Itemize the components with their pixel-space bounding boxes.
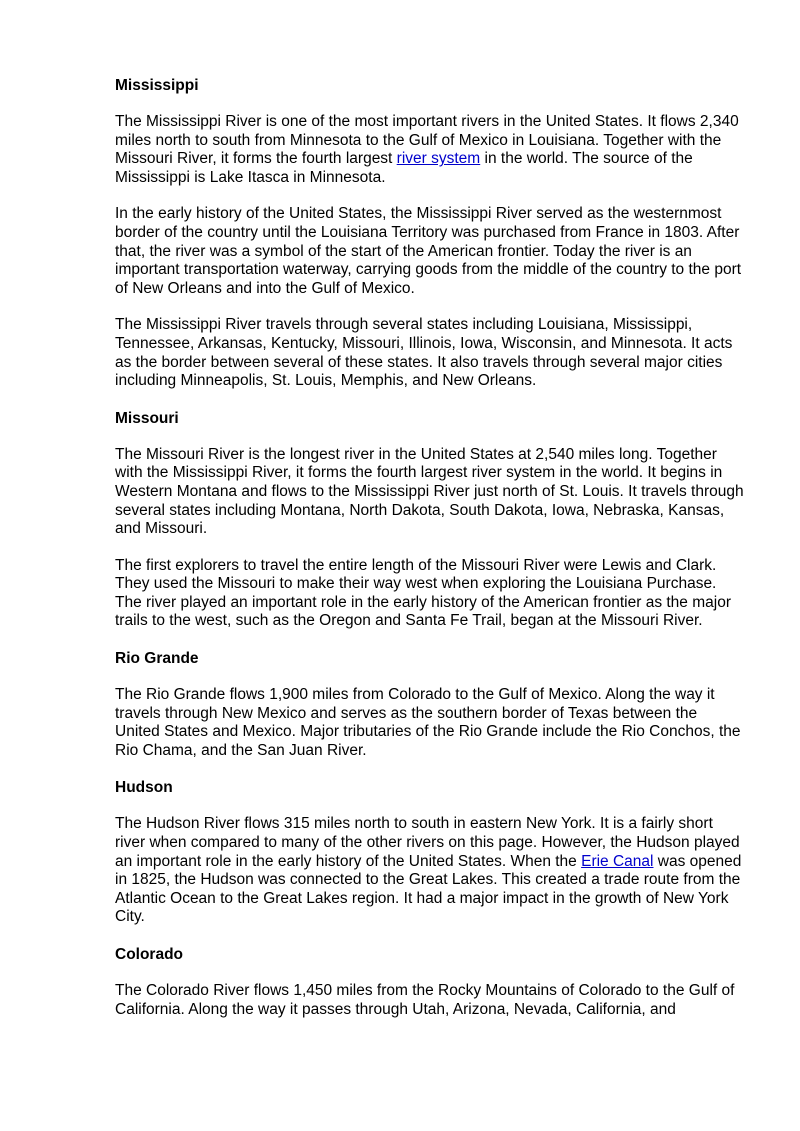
section-heading-mississippi: Mississippi [115, 77, 199, 94]
hudson-paragraph-1 [115, 815, 745, 927]
erie-canal-link[interactable]: Erie Canal [581, 852, 654, 870]
mississippi-paragraph-1 [115, 113, 745, 187]
mississippi-paragraph-1-text-end: in the world. The source of the Mississippi is Lake Itasca in Minnesota. [115, 150, 693, 186]
mississippi-paragraph-3: The Mississippi River travels through several states including Louisiana, Mississippi, Tennessee, Arkansas, Kentucky, Missouri, Illinois, Iowa, Wisconsin, and Minnesota. It acts as the border between several of these states. It also travels through several major cities including Minneapolis, St. Louis, Memphis, and New Orleans. [115, 316, 733, 390]
section-heading-missouri: Missouri [115, 409, 179, 427]
missouri-paragraph-2: The first explorers to travel the entire length of the Missouri River were Lewis and Clark. They used the Missouri to make their way west when exploring the Louisiana Purchase. The river played an important role in the early history of the American frontier as the major trails to the west, such as the Oregon and Santa Fe Trail, began at the Missouri River. [115, 556, 731, 630]
mississippi-paragraph-1-text-start: The Mississippi River is one of the most important rivers in the United States. It flows 2,340 miles north to south from Minnesota to the Gulf of Mexico in Louisiana. Together with the Missouri River, it forms the fourth largest [115, 113, 739, 168]
river-system-link[interactable]: river system [396, 150, 481, 168]
hudson-paragraph-1-text-end: was opened in 1825, the Hudson was connected to the Great Lakes. This created a trade route from the Atlantic Ocean to the Great Lakes region. It had a major impact in the growth of New York City. [115, 852, 742, 926]
section-heading-hudson: Hudson [115, 779, 173, 797]
colorado-paragraph-1: The Colorado River flows 1,450 miles from the Rocky Mountains of Colorado to the Gulf of California. Along the way it passes through Utah, Arizona, Nevada, California, and [115, 982, 735, 1018]
mississippi-paragraph-2: In the early history of the United States, the Mississippi River served as the westernmost border of the country until the Louisiana Territory was purchased from France in 1803. After that, the river was a symbol of the start of the American frontier. Today the river is an important transportation waterway, carrying goods from the middle of the country to the port of New Orleans and into the Gulf of Mexico. [115, 205, 742, 297]
missouri-paragraph-1: The Missouri River is the longest river in the United States at 2,540 miles long. Together with the Mississippi River, it forms the fourth largest river system in the world. It begins in Western Montana and flows to the Mississippi River just north of St. Louis. It travels through several states including Montana, North Dakota, South Dakota, Iowa, Nebraska, Kansas, and Missouri. [115, 445, 744, 538]
rio-grande-paragraph-1: The Rio Grande flows 1,900 miles from Colorado to the Gulf of Mexico. Along the way it travels through New Mexico and serves as the southern border of Texas between the United States and Mexico. Major tributaries of the Rio Grande include the Rio Conchos, the Rio Chama, and the San Juan River. [115, 686, 741, 759]
section-heading-colorado: Colorado [115, 946, 184, 963]
document-page [115, 76, 745, 1037]
hudson-paragraph-1-text-start: The Hudson River flows 315 miles north to south in eastern New York. It is a fairly short river when compared to many of the other rivers on this page. However, the Hudson played an important role in the early history of the United States. When the [115, 815, 740, 870]
section-heading-rio-grande: Rio Grande [115, 650, 199, 668]
